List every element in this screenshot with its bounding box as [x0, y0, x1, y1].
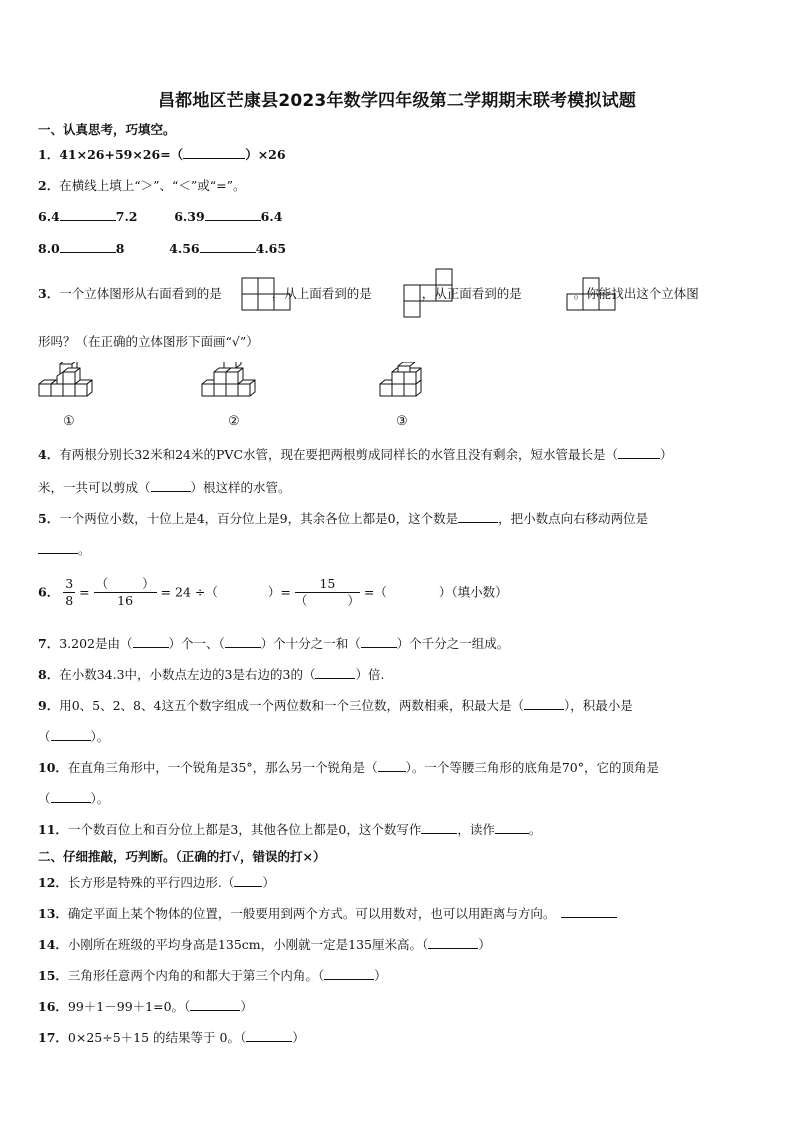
- section-1-heading: 一、认真思考，巧填空。: [38, 122, 176, 137]
- answer-blank[interactable]: [200, 240, 256, 253]
- answer-blank[interactable]: [205, 208, 261, 221]
- answer-blank[interactable]: [524, 697, 564, 710]
- answer-blank[interactable]: [234, 874, 262, 887]
- answer-blank[interactable]: [183, 146, 245, 159]
- answer-blank[interactable]: [190, 998, 240, 1011]
- answer-blank[interactable]: [421, 821, 457, 834]
- option-2-label: ②: [228, 414, 240, 429]
- question-9-line-1: 9．用0、5、2、8、4这五个数字组成一个两位数和一个三位数，两数相乘，积最大是（ ），积最小是: [38, 698, 633, 713]
- question-5-line-1: 5．一个两位小数，十位上是4，百分位上是9，其余各位上都是0，这个数是 ，把小数点向右移动两位是: [38, 511, 649, 526]
- fraction-3-8: $\frac{3}{8}$: [65, 576, 74, 608]
- question-16: 16．99＋1－99＋1=0。（ ）: [38, 999, 253, 1014]
- answer-blank[interactable]: [495, 821, 529, 834]
- answer-blank[interactable]: [324, 967, 374, 980]
- answer-blank[interactable]: [428, 936, 478, 949]
- answer-blank[interactable]: [60, 240, 116, 253]
- question-12: 12．长方形是特殊的平行四边形.（ ）: [38, 875, 275, 890]
- question-1: 1．41×26+59×26=（ ）×26: [38, 147, 286, 162]
- answer-blank[interactable]: [133, 635, 169, 648]
- question-3-line-1: 3．一个立体图形从右面看到的是 ，从上面看到的是 ，从正面看到的是 。你能找出这个立体图: [38, 286, 699, 301]
- compare-row-1: 6.4 7.2 6.39 6.4: [38, 209, 283, 224]
- fraction-15-blank: $\frac{15}{( )}$: [294, 576, 360, 608]
- answer-blank[interactable]: [378, 759, 406, 772]
- question-8: 8．在小数34.3中，小数点左边的3是右边的3的（ ）倍.: [38, 667, 385, 682]
- section-2-heading: 二、仔细推敲，巧判断。（正确的打√，错误的打×）: [38, 849, 326, 864]
- answer-blank[interactable]: [618, 446, 660, 459]
- question-6: 6． $\frac{3}{8}$ = $\frac{( )}{16}$ = 24 ÷（ ）= $\frac{15}{( )}$ =（ ）（填小数）: [38, 576, 508, 608]
- cube-option-3[interactable]: [378, 362, 438, 412]
- cube-option-1[interactable]: [37, 362, 107, 412]
- answer-blank[interactable]: [315, 666, 355, 679]
- answer-blank[interactable]: [51, 728, 91, 741]
- right-view-figure: [241, 277, 293, 311]
- top-view-figure: [403, 268, 455, 320]
- question-11: 11．一个数百位上和百分位上都是3，其他各位上都是0，这个数写作 ，读作 。: [38, 822, 542, 837]
- question-4-line-2: 米，一共可以剪成（ ）根这样的水管。: [38, 480, 291, 495]
- page-title: 昌都地区芒康县2023年数学四年级第二学期期末联考模拟试题: [157, 91, 637, 111]
- question-7: 7．3.202是由（ ）个一、（ ）个十分之一和（ ）个千分之一组成。: [38, 636, 510, 651]
- option-1-label: ①: [63, 414, 75, 429]
- question-14: 14．小刚所在班级的平均身高是135cm，小刚就一定是135厘米高。（ ）: [38, 937, 491, 952]
- question-2: 2．在横线上填上“＞”、“＜”或“=”。: [38, 178, 246, 193]
- answer-blank[interactable]: [225, 635, 261, 648]
- question-4-line-1: 4．有两根分别长32米和24米的PVC水管，现在要把两根剪成同样长的水管且没有剩余，短水管最长是（ ）: [38, 447, 673, 462]
- option-3-label: ③: [396, 414, 408, 429]
- question-3-line-2: 形吗？（在正确的立体图形下面画“√”）: [38, 334, 259, 349]
- answer-blank[interactable]: [60, 208, 116, 221]
- answer-blank[interactable]: [561, 905, 617, 918]
- answer-blank[interactable]: [38, 541, 78, 554]
- question-5-line-2: 。: [38, 541, 91, 559]
- front-view-figure: [566, 277, 618, 311]
- cube-option-2[interactable]: [200, 362, 270, 412]
- answer-blank[interactable]: [361, 635, 397, 648]
- answer-blank[interactable]: [151, 479, 191, 492]
- question-17: 17．0×25÷5＋15 的结果等于 0。（ ）: [38, 1030, 305, 1045]
- question-10-line-2: （ ）。: [38, 791, 110, 806]
- question-13: 13．确定平面上某个物体的位置，一般要用到两个方式。可以用数对，也可以用距离与方向。: [38, 905, 617, 923]
- fraction-blank-16: $\frac{( )}{16}$: [95, 576, 155, 608]
- answer-blank[interactable]: [246, 1029, 292, 1042]
- compare-row-2: 8.0 8 4.56 4.65: [38, 241, 287, 256]
- answer-blank[interactable]: [51, 790, 91, 803]
- answer-blank[interactable]: [458, 510, 498, 523]
- question-10-line-1: 10．在直角三角形中，一个锐角是35°，那么另一个锐角是（ ）。一个等腰三角形的底角是70°，它的顶角是: [38, 760, 659, 775]
- question-9-line-2: （ ）。: [38, 729, 110, 744]
- question-15: 15．三角形任意两个内角的和都大于第三个内角。（ ）: [38, 968, 387, 983]
